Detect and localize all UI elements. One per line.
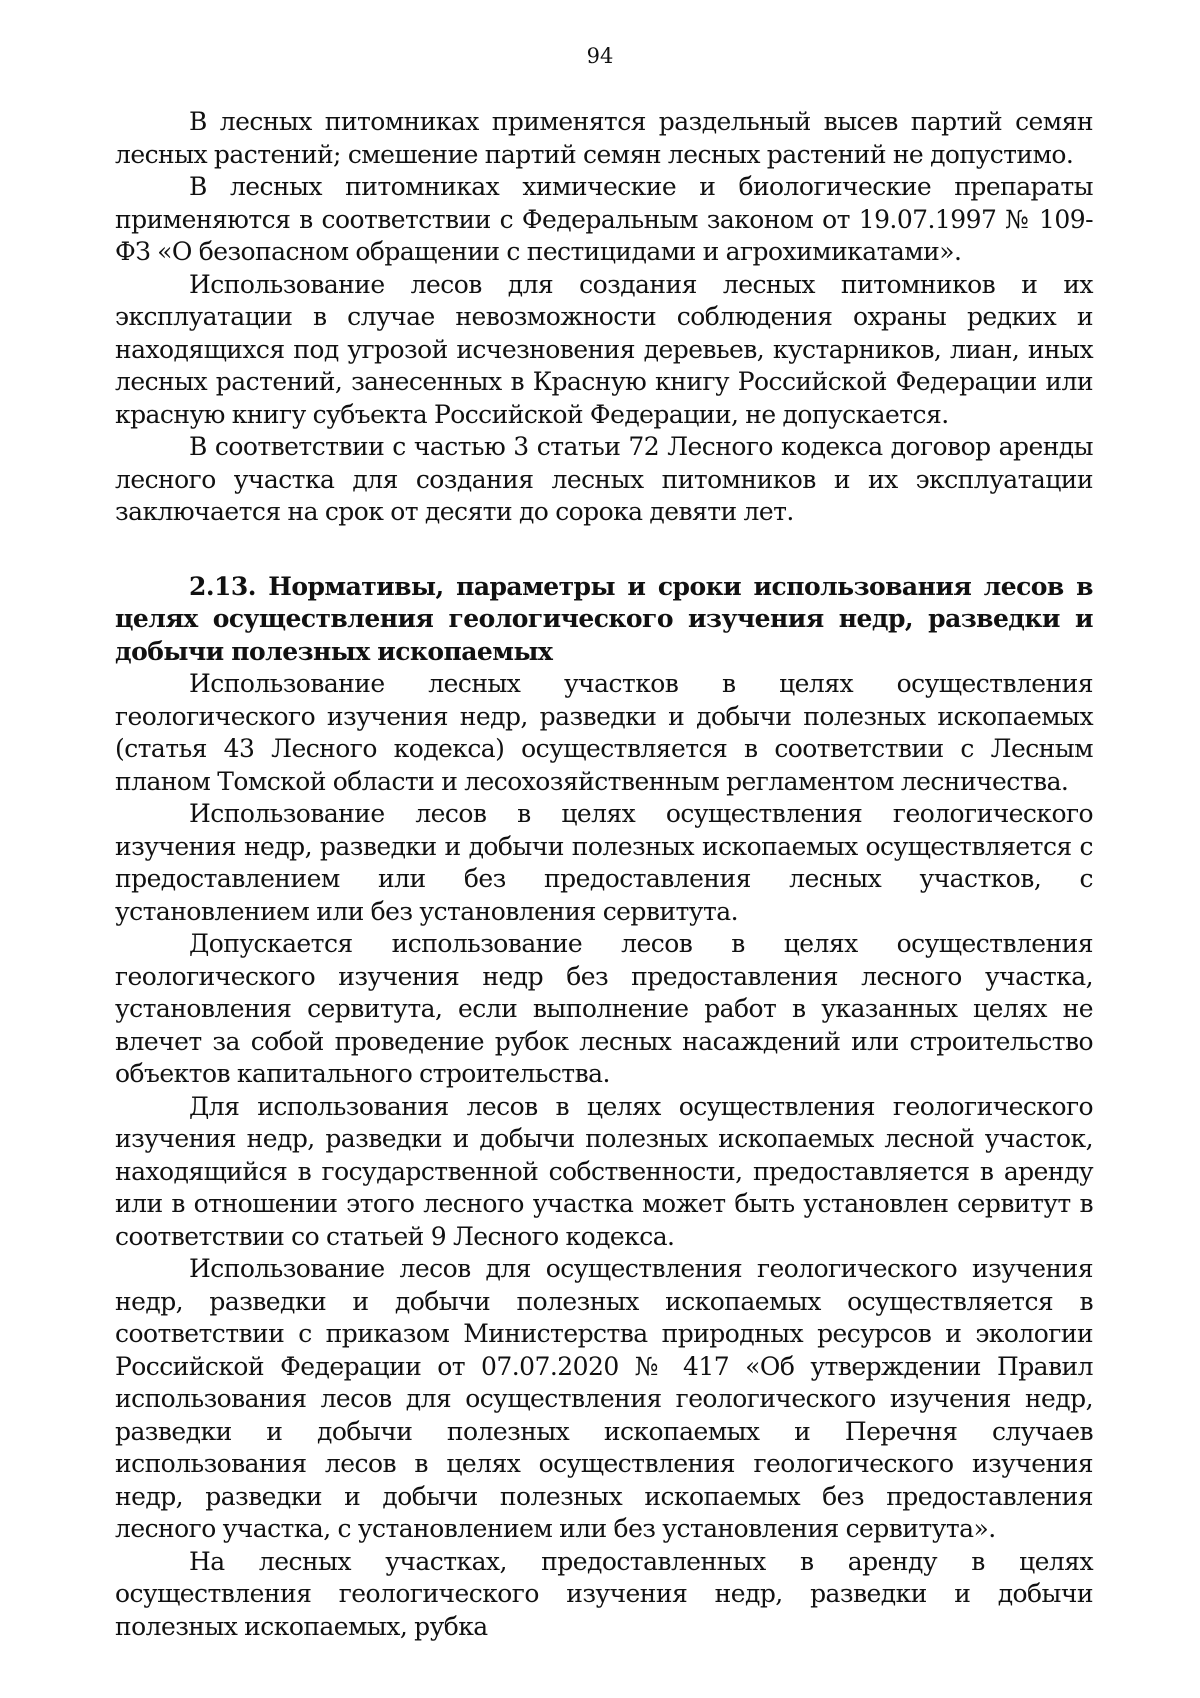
paragraph-ministry-order: Использование лесов для осуществления геологического изучения недр, разведки и добычи полезных ископаемых осуществляется в соответствии с приказом Министерства природных ресурсов и экологии Российской Федерации от 07.07.2020 № 417 «Об утверждении Правил использования лесов для осуществления геологического изучения недр, разведки и добычи полезных ископаемых и Перечня случаев использования лесов в целях осуществления геологического изучения недр, разведки и добычи полезных ископаемых без предоставления лесного участка, с установлением или без установления сервитута». [115, 1254, 1093, 1543]
paragraph-separate-sowing: В лесных питомниках применятся раздельный высев партий семян лесных растений; смешение партий семян лесных растений не допустимо. [115, 107, 1093, 169]
paragraph-rare-plants-protection: Использование лесов для создания лесных питомников и их эксплуатации в случае невозможности соблюдения охраны редких и находящихся под угрозой исчезновения деревьев, кустарников, лиан, иных лесных растений, занесенных в Красную книгу Российской Федерации или красную книгу субъекта Российской Федерации, не допускается. [115, 269, 1093, 429]
paragraph-lease-term: В соответствии с частью 3 статьи 72 Лесного кодекса договор аренды лесного участка для создания лесных питомников и их эксплуатации заключается на срок от десяти до сорока девяти лет. [115, 432, 1093, 526]
page-number: 94 [586, 44, 614, 68]
section-heading: 2.13. Нормативы, параметры и сроки использования лесов в целях осуществления геологического изучения недр, разведки и добычи полезных ископаемых [115, 571, 1093, 666]
paragraph-with-or-without-plots: Использование лесов в целях осуществления геологического изучения недр, разведки и добычи полезных ископаемых осуществляется с предоставлением или без предоставления лесных участков, с установлением или без установления сервитута. [115, 799, 1093, 926]
paragraph-lease-or-servitude: Для использования лесов в целях осуществления геологического изучения недр, разведки и добычи полезных ископаемых лесной участок, находящийся в государственной собственности, предоставляется в аренду или в отношении этого лесного участка может быть установлен сервитут в соответствии со статьей 9 Лесного кодекса. [115, 1091, 1093, 1251]
paragraph-leased-plots-felling: На лесных участках, предоставленных в аренду в целях осуществления геологического изучения недр, разведки и добычи полезных ископаемых, рубка [115, 1546, 1093, 1641]
paragraph-chemical-preparations: В лесных питомниках химические и биологические препараты применяются в соответствии с Федеральным законом от 19.07.1997 № 109-ФЗ «О безопасном обращении с пестицидами и агрохимикатами». [115, 172, 1093, 266]
paragraph-allowed-without-plot: Допускается использование лесов в целях осуществления геологического изучения недр без предоставления лесного участка, установления сервитута, если выполнение работ в указанных целях не влечет за собой проведение рубок лесных насаждений или строительство объектов капитального строительства. [115, 929, 1093, 1088]
paragraph-use-of-forest-plots: Использование лесных участков в целях осуществления геологического изучения недр, разведки и добычи полезных ископаемых (статья 43 Лесного кодекса) осуществляется в соответствии с Лесным планом Томской области и лесохозяйственным регламентом лесничества. [115, 669, 1093, 796]
document-body [115, 106, 1093, 1643]
